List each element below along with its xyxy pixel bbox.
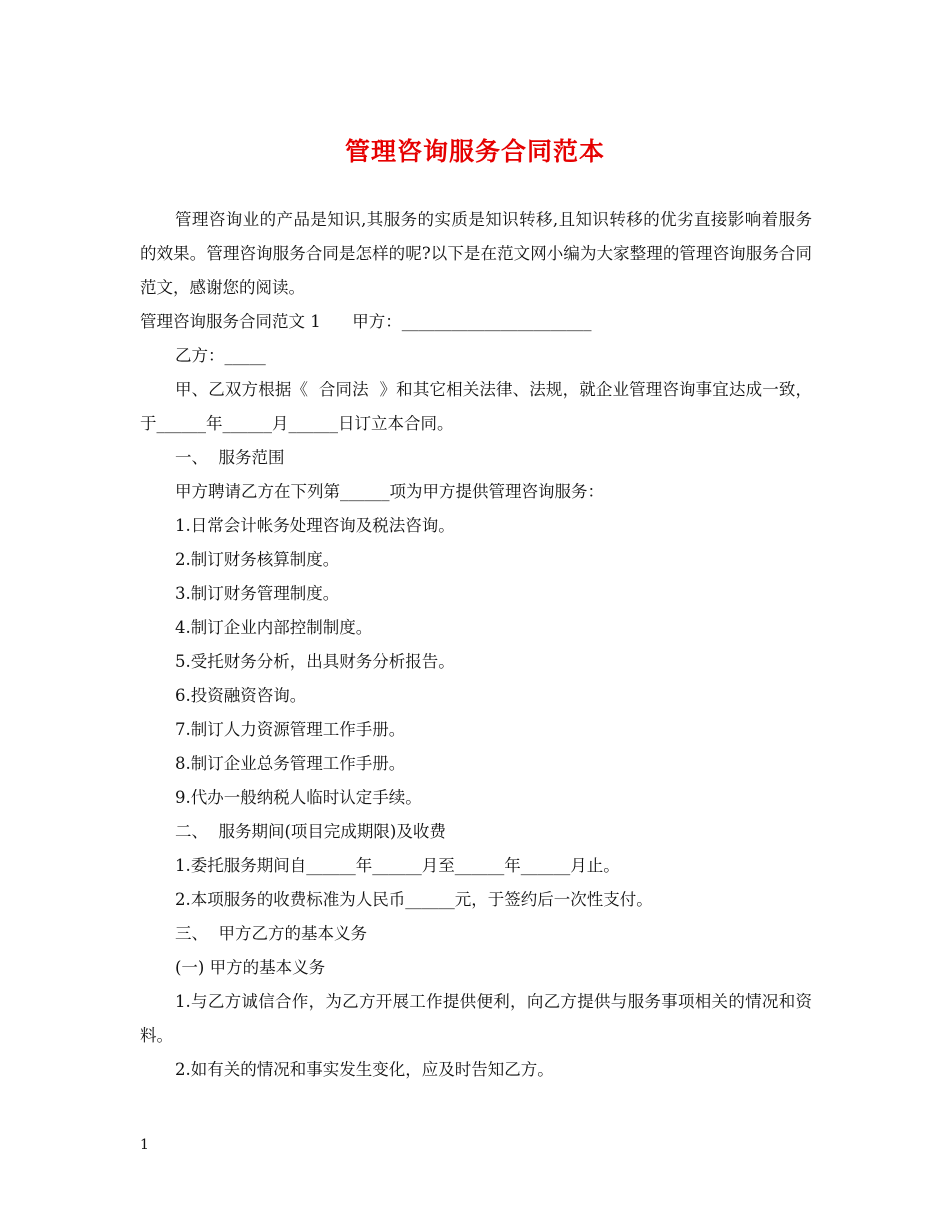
list-item: 5.受托财务分析，出具财务分析报告。 — [175, 652, 455, 671]
list-item: 7.制订人力资源管理工作手册。 — [175, 720, 406, 739]
list-item: 4.制订企业内部控制制度。 — [175, 618, 373, 637]
page-number: 1 — [140, 1137, 149, 1153]
section-heading-period: 二、 服务期间(项目完成期限)及收费 — [175, 822, 446, 841]
list-item: 6.投资融资咨询。 — [175, 686, 307, 705]
paragraph-contract-heading: 管理咨询服务合同范文 1 甲方：_______________________ — [140, 312, 592, 331]
list-item: 1.日常会计帐务处理咨询及税法咨询。 — [175, 516, 455, 535]
subsection-heading-party-a: (一) 甲方的基本义务 — [175, 958, 326, 977]
paragraph-party-b: 乙方：_____ — [175, 346, 266, 365]
list-item: 8.制订企业总务管理工作手册。 — [175, 754, 406, 773]
list-item: 9.代办一般纳税人临时认定手续。 — [175, 788, 422, 807]
document-title: 管理咨询服务合同范本 — [344, 137, 605, 166]
list-item: 2.如有关的情况和事实发生变化，应及时告知乙方。 — [175, 1060, 554, 1079]
paragraph-intro: 管理咨询业的产品是知识,其服务的实质是知识转移,且知识转移的优劣直接影响着服务的效果。管理咨询服务合同是怎样的呢?以下是在范文网小编为大家整理的管理咨询服务合同范文，感谢您的阅读。 — [140, 210, 812, 297]
list-item: 1.与乙方诚信合作，为乙方开展工作提供便利，向乙方提供与服务事项相关的情况和资料。 — [140, 992, 812, 1045]
list-item: 1.委托服务期间自______年______月至______年______月止。 — [175, 856, 620, 875]
paragraph-agreement: 甲、乙双方根据《 合同法 》和其它相关法律、法规，就企业管理咨询事宜达成一致，于______年______月______日订立本合同。 — [140, 380, 812, 433]
list-item: 3.制订财务管理制度。 — [175, 584, 340, 603]
paragraph-scope-intro: 甲方聘请乙方在下列第______项为甲方提供管理咨询服务： — [175, 482, 604, 501]
section-heading-obligations: 三、 甲方乙方的基本义务 — [175, 924, 367, 943]
list-item: 2.本项服务的收费标准为人民币______元，于签约后一次性支付。 — [175, 890, 653, 909]
section-heading-scope: 一、 服务范围 — [175, 448, 285, 467]
list-item: 2.制订财务核算制度。 — [175, 550, 340, 569]
document-body — [140, 203, 812, 1087]
